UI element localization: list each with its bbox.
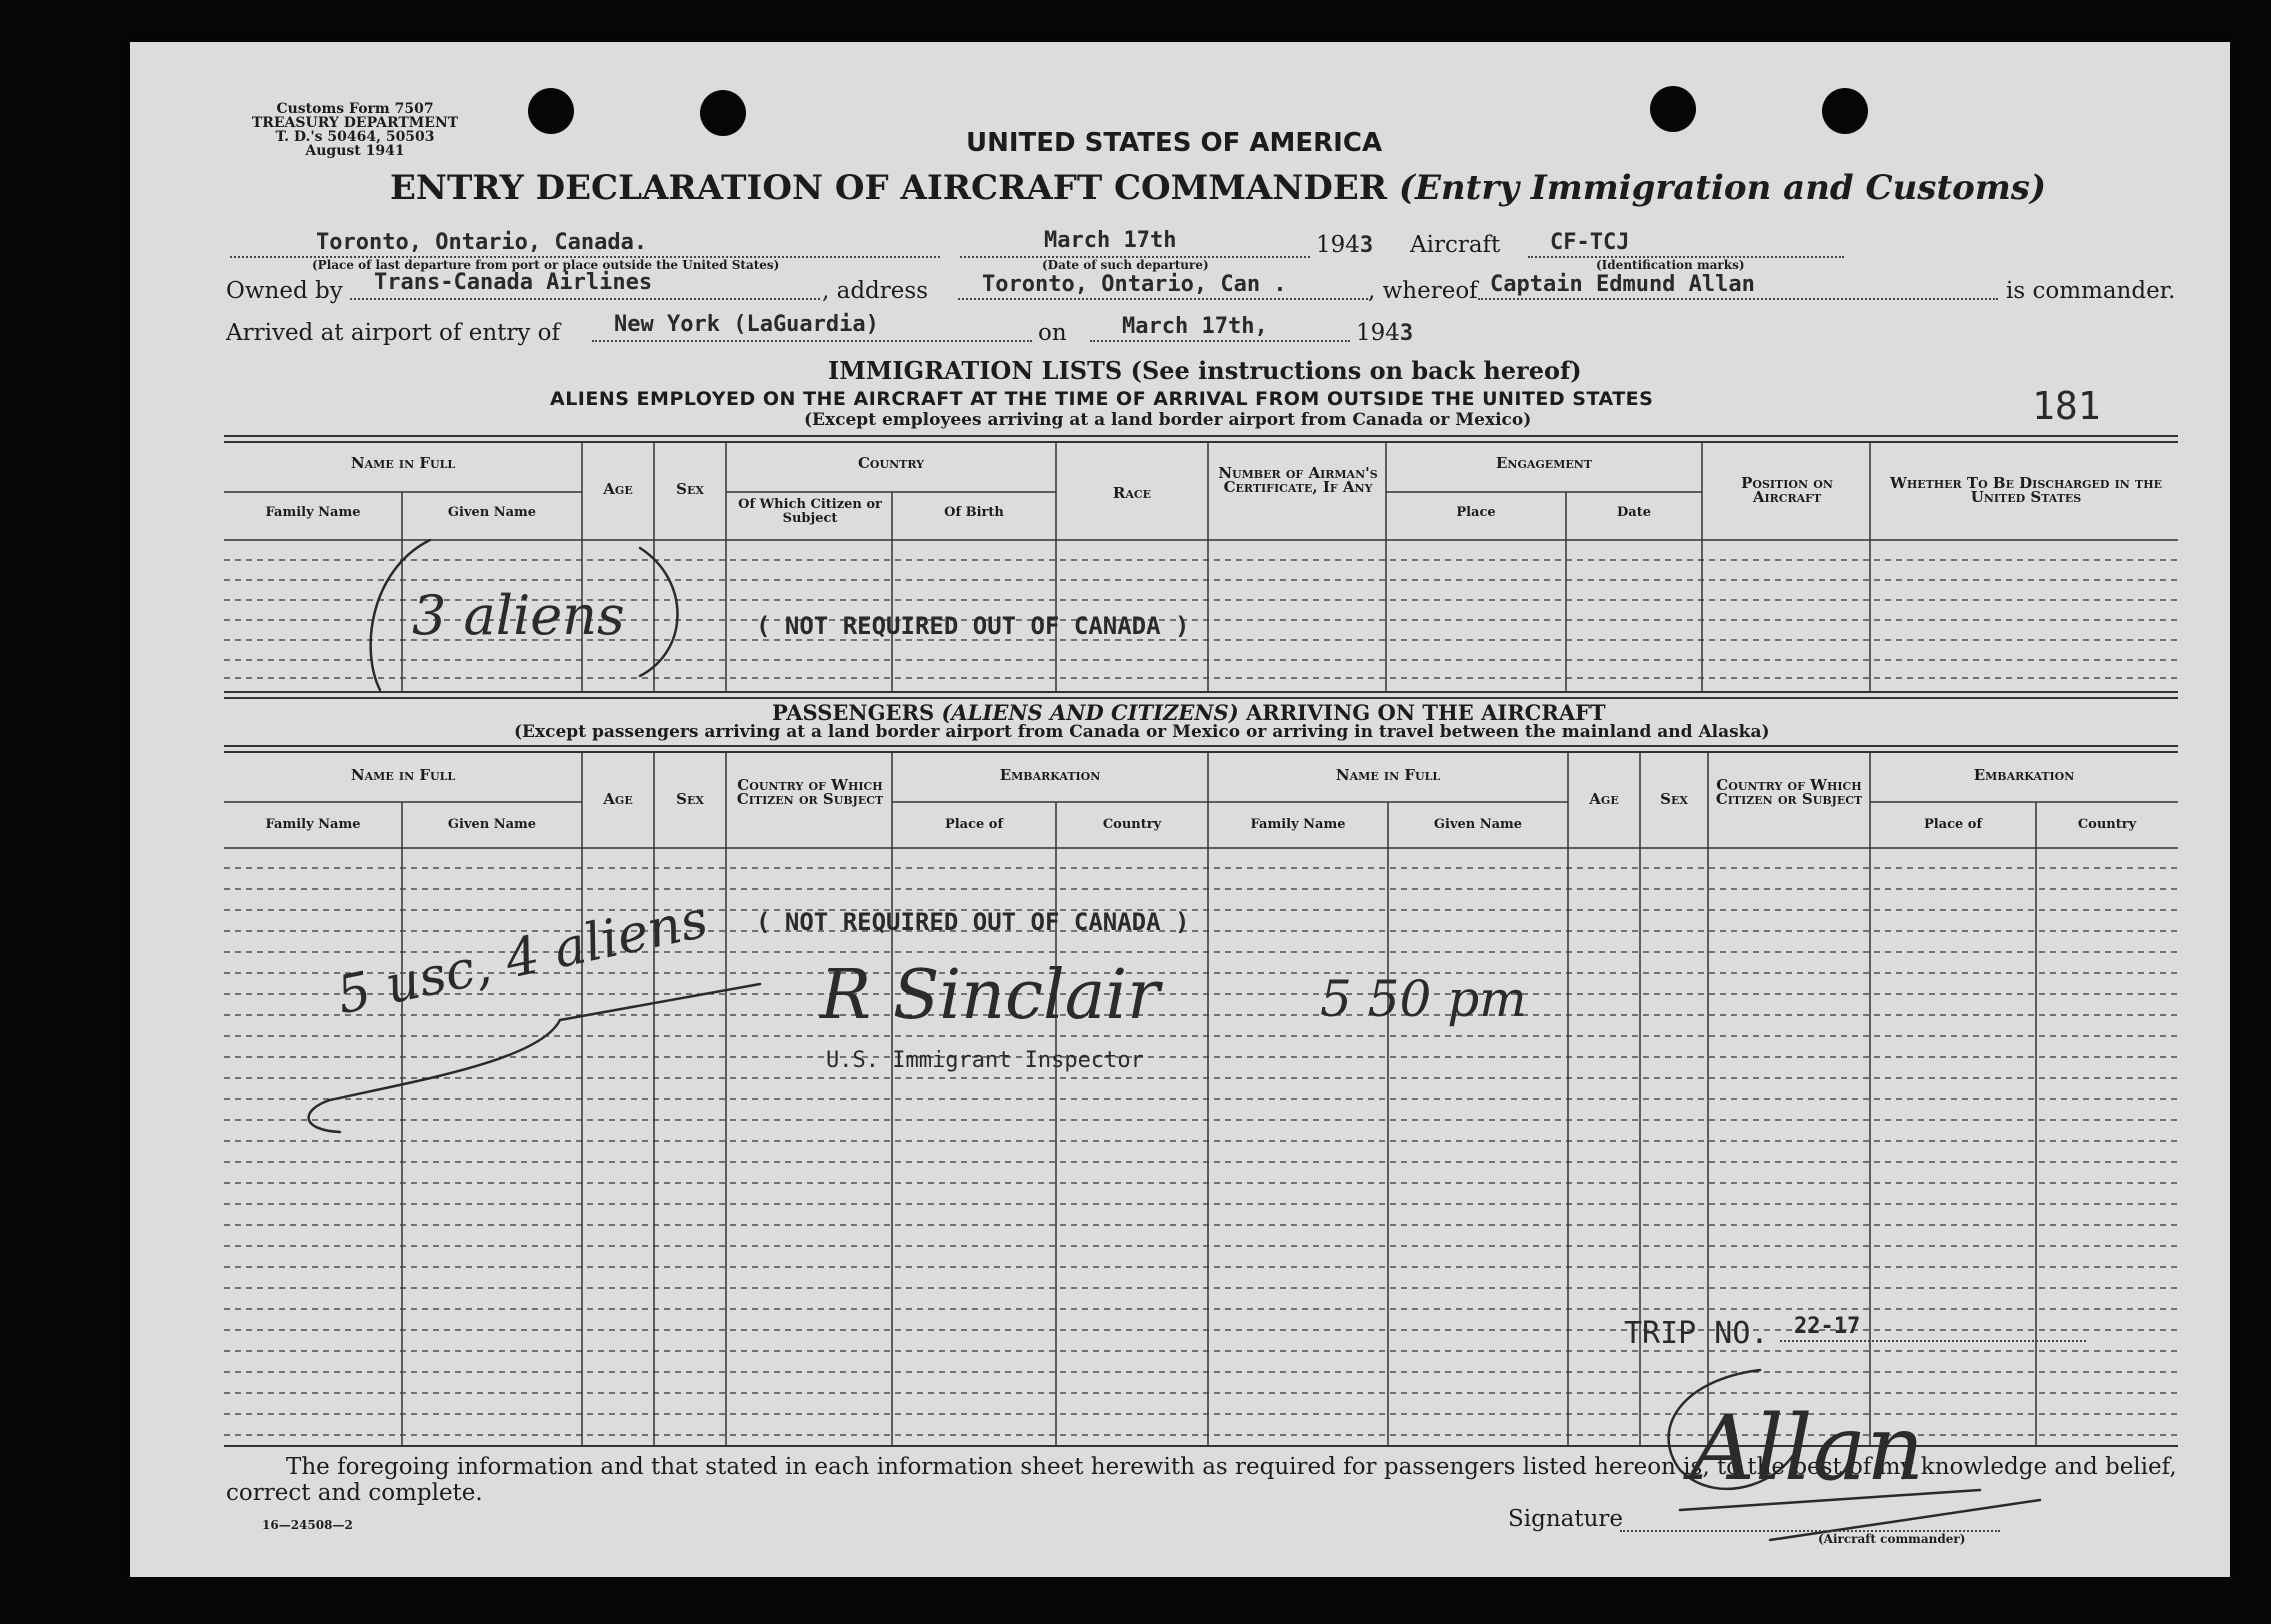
- aircraft-caption: (Identification marks): [1596, 258, 1745, 272]
- title-main: ENTRY DECLARATION OF AIRCRAFT COMMANDER: [390, 168, 1388, 208]
- page-number: 181: [2032, 384, 2101, 428]
- owned-label: Owned by: [226, 278, 343, 304]
- whereof-label: , whereof: [1368, 278, 1478, 304]
- aliens-family-name-header: Family Name: [265, 505, 361, 520]
- aliens-citizen-of-header: Of Which Citizen or Subject: [738, 497, 882, 526]
- pax-country-header-2: Country: [2077, 817, 2137, 832]
- pax-citizen-header-2: Country of Which Citizen or Subject: [1715, 776, 1863, 808]
- pax-name-in-full-header: Name in Full: [350, 766, 456, 784]
- passengers-note: (Except passengers arriving at a land border airport from Canada or Mexico or arriving in travel between the mainland and Alaska): [514, 722, 1770, 742]
- trip-label: TRIP NO.: [1624, 1316, 1769, 1351]
- aliens-certificate-header: Number of Airman's Certificate, If Any: [1218, 464, 1378, 496]
- aliens-date-header: Date: [1617, 505, 1651, 520]
- departure-date-caption: (Date of such departure): [1042, 258, 1209, 272]
- pax-citizen-header: Country of Which Citizen or Subject: [736, 776, 884, 808]
- form-td: T. D.'s 50464, 50503: [275, 129, 435, 145]
- pax-handwritten-note: 5 usc, 4 aliens: [331, 889, 713, 1027]
- address-label: , address: [822, 278, 928, 304]
- pax-age-header: Age: [603, 790, 633, 808]
- owner-name: Trans-Canada Airlines: [374, 270, 653, 295]
- signature-caption: (Aircraft commander): [1818, 1532, 1966, 1546]
- departure-place-caption: (Place of last departure from port or place outside the United States): [312, 258, 780, 272]
- aliens-sex-header: Sex: [676, 480, 704, 498]
- title-parenthetical: (Entry Immigration and Customs): [1398, 168, 2047, 208]
- passengers-heading: PASSENGERS (ALIENS AND CITIZENS) ARRIVING ON THE AIRCRAFT: [772, 700, 1606, 725]
- pax-sex-header-2: Sex: [1660, 790, 1688, 808]
- form-department: TREASURY DEPARTMENT: [251, 115, 459, 131]
- pax-place-of-header: Place of: [944, 817, 1004, 832]
- trip-number: 22-17: [1794, 1314, 1861, 1339]
- aliens-name-in-full-header: Name in Full: [350, 454, 456, 472]
- country-heading: UNITED STATES OF AMERICA: [966, 128, 1383, 158]
- immigration-heading: IMMIGRATION LISTS (See instructions on back hereof): [828, 356, 1582, 385]
- pax-family-name-header: Family Name: [265, 817, 361, 832]
- pax-name-in-full-header-2: Name in Full: [1335, 766, 1441, 784]
- departure-year: 1943: [1316, 232, 1374, 258]
- signature-label: Signature: [1508, 1506, 1624, 1532]
- pax-not-required-stamp: ( NOT REQUIRED OUT OF CANADA ): [756, 908, 1190, 936]
- commander-suffix: is commander.: [2006, 278, 2176, 304]
- arrival-on-label: on: [1038, 320, 1067, 346]
- aliens-race-header: Race: [1112, 484, 1152, 502]
- commander-name: Captain Edmund Allan: [1490, 272, 1755, 297]
- aliens-discharged-header: Whether To Be Discharged in the United States: [1889, 474, 2163, 506]
- pax-sex-header: Sex: [676, 790, 704, 808]
- certification-statement: The foregoing information and that stated in each information sheet herewith as required for passengers listed hereon is, to the best of my knowledge and belief, correct and complete.: [226, 1454, 2177, 1506]
- pax-age-header-2: Age: [1589, 790, 1619, 808]
- aliens-handwritten-note: 3 aliens: [412, 584, 625, 647]
- owner-address: Toronto, Ontario, Can .: [982, 272, 1287, 297]
- aliens-not-required-stamp: ( NOT REQUIRED OUT OF CANADA ): [756, 612, 1190, 640]
- arrival-date: March 17th,: [1122, 314, 1268, 339]
- immigration-subheading: ALIENS EMPLOYED ON THE AIRCRAFT AT THE TIME OF ARRIVAL FROM OUTSIDE THE UNITED STATES: [550, 388, 1654, 410]
- pax-given-name-header-2: Given Name: [1433, 817, 1523, 832]
- arrival-airport: New York (LaGuardia): [614, 312, 879, 337]
- aircraft-marks: CF-TCJ: [1550, 230, 1630, 255]
- inspector-signature: R Sinclair: [820, 956, 1160, 1035]
- aliens-of-birth-header: Of Birth: [944, 505, 1004, 520]
- form-number: Customs Form 7507: [276, 101, 434, 117]
- inspector-title: U.S. Immigrant Inspector: [826, 1048, 1144, 1073]
- form-date: August 1941: [305, 143, 405, 159]
- departure-date: March 17th: [1044, 228, 1177, 253]
- arrival-year: 1943: [1356, 320, 1414, 346]
- pax-place-of-header-2: Place of: [1923, 817, 1983, 832]
- aliens-age-header: Age: [603, 480, 633, 498]
- aliens-engagement-header: Engagement: [1496, 454, 1592, 472]
- pax-given-name-header: Given Name: [447, 817, 537, 832]
- departure-place: Toronto, Ontario, Canada.: [316, 230, 648, 255]
- print-code: 16—24508—2: [262, 1518, 353, 1532]
- inspector-time-note: 5 50 pm: [1320, 970, 1527, 1028]
- aliens-country-header: Country: [857, 454, 924, 472]
- aliens-given-name-header: Given Name: [447, 505, 537, 520]
- pax-embarkation-header-2: Embarkation: [1973, 766, 2075, 784]
- pax-country-header: Country: [1102, 817, 1162, 832]
- pax-embarkation-header: Embarkation: [999, 766, 1101, 784]
- immigration-note: (Except employees arriving at a land border airport from Canada or Mexico): [804, 410, 1532, 430]
- pax-family-name-header-2: Family Name: [1250, 817, 1346, 832]
- aircraft-label: Aircraft: [1410, 232, 1501, 258]
- arrival-label: Arrived at airport of entry of: [226, 320, 561, 346]
- commander-signature: Allan: [1690, 1396, 1925, 1501]
- aliens-place-header: Place: [1456, 505, 1496, 520]
- aliens-position-header: Position on Aircraft: [1741, 474, 1833, 506]
